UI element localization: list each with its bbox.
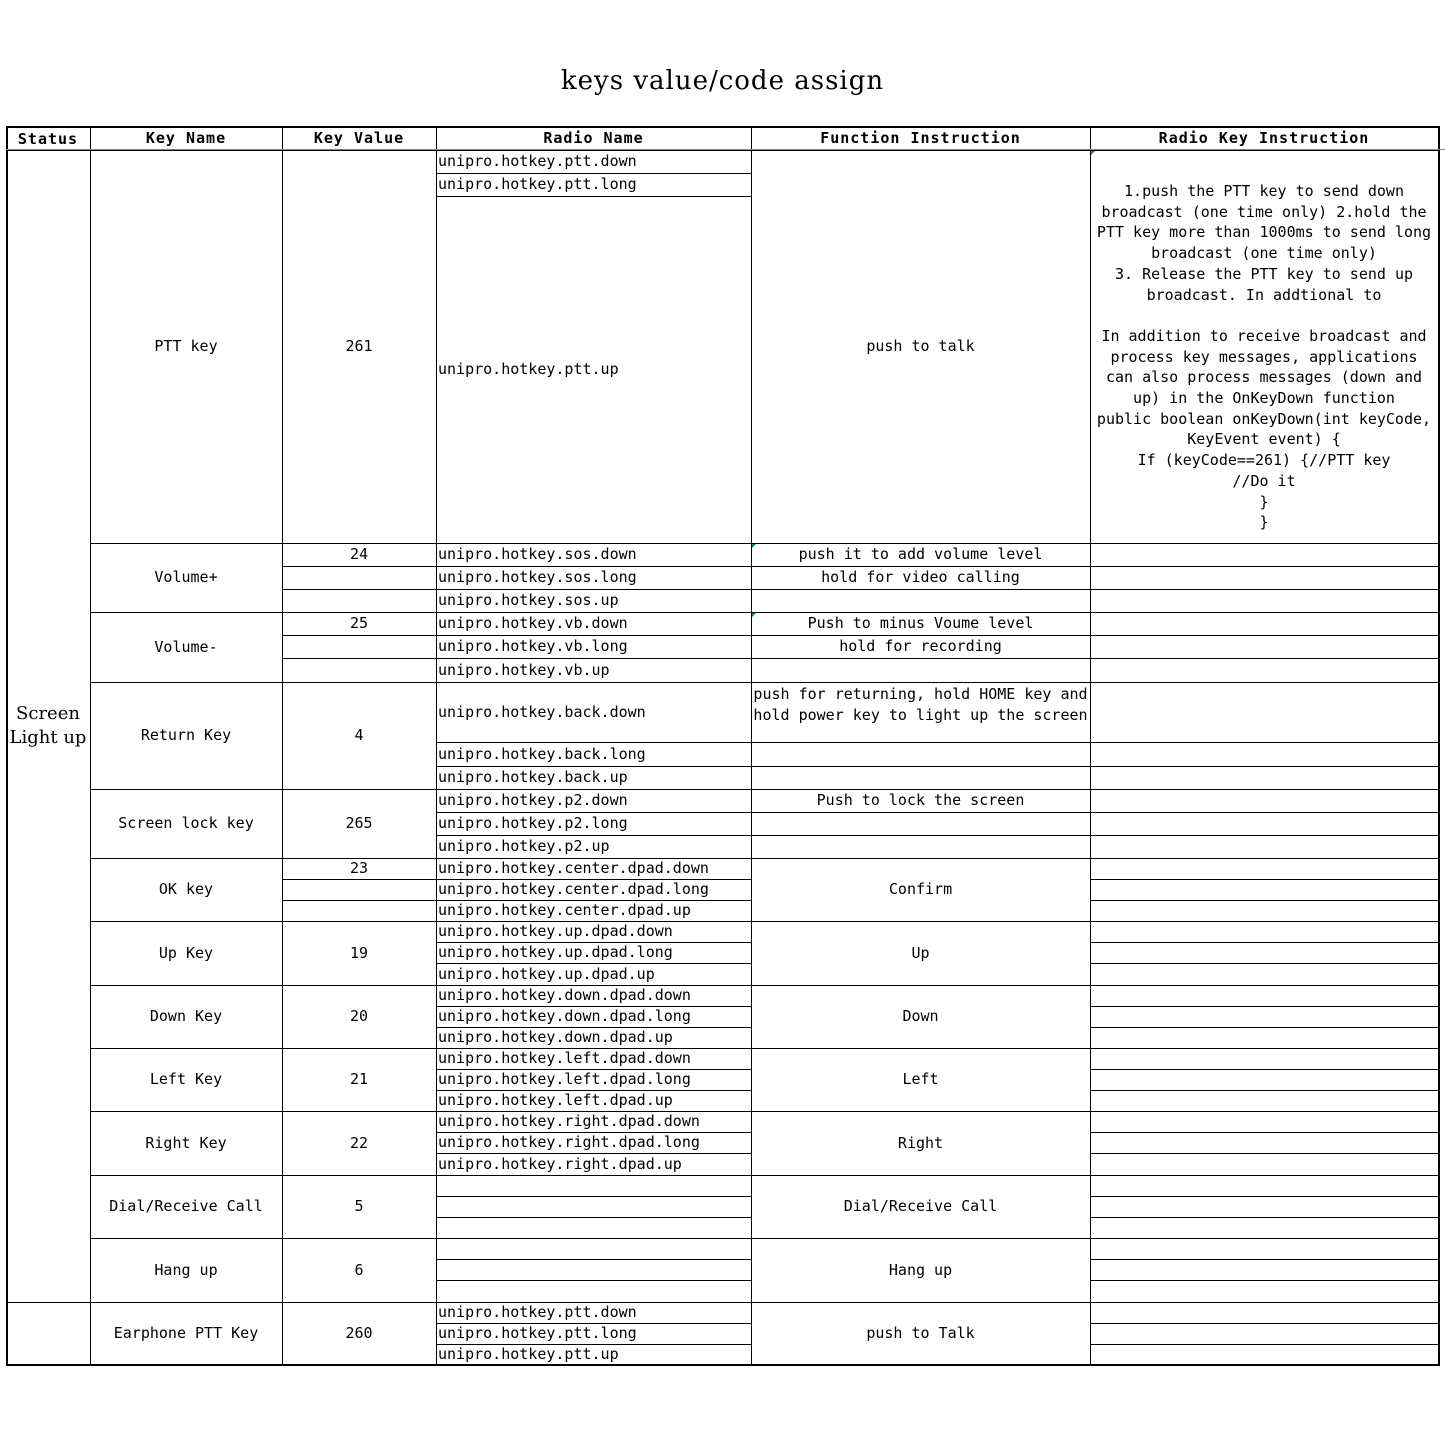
grid-line xyxy=(90,858,1439,859)
radio-name: unipro.hotkey.p2.up xyxy=(438,837,610,855)
grid-line xyxy=(436,1090,752,1091)
instruction-line: 3. Release the PTT key to send up broadcast. In addtional to xyxy=(1114,264,1413,304)
radio-name: unipro.hotkey.sos.long xyxy=(438,568,637,586)
radio-name: unipro.hotkey.back.long xyxy=(438,744,646,763)
grid-line xyxy=(1090,126,1091,1366)
function-instruction: push to talk xyxy=(866,337,975,355)
grid-line xyxy=(1438,126,1440,1366)
function-instruction: Right xyxy=(897,1133,944,1152)
function-instruction: push it to add volume level xyxy=(798,545,1043,563)
radio-name: unipro.hotkey.right.dpad.long xyxy=(438,1133,700,1151)
radio-name: unipro.hotkey.ptt.long xyxy=(438,175,637,193)
grid-line xyxy=(1090,1153,1439,1154)
grid-line xyxy=(1090,1132,1439,1133)
grid-line xyxy=(436,1323,752,1324)
radio-name: unipro.hotkey.ptt.long xyxy=(438,1324,637,1342)
cell-comment-marker xyxy=(752,613,756,617)
radio-name: unipro.hotkey.ptt.down xyxy=(438,1303,637,1321)
function-instruction: Left xyxy=(902,1070,939,1088)
grid-line xyxy=(751,589,1091,590)
grid-line xyxy=(436,658,752,659)
key-value: 23 xyxy=(349,859,369,877)
grid-line xyxy=(282,900,437,901)
grid-line xyxy=(282,126,283,1366)
grid-line xyxy=(751,658,1091,659)
radio-name: unipro.hotkey.up.dpad.down xyxy=(438,922,673,940)
radio-name: unipro.hotkey.right.dpad.down xyxy=(438,1112,700,1130)
radio-name xyxy=(436,1280,751,1302)
grid-line xyxy=(6,1302,91,1303)
grid-line xyxy=(6,1364,1439,1366)
grid-line xyxy=(6,126,8,1366)
grid-line xyxy=(751,766,1091,767)
instruction-line: 1.push the PTT key to send down broadcast (one time only) 2.hold the PTT key more than 1000ms to send long broadcast (one time only) xyxy=(1096,182,1432,263)
grid-line xyxy=(1090,1069,1439,1070)
grid-line xyxy=(1090,942,1439,943)
radio-name: unipro.hotkey.vb.down xyxy=(438,614,628,632)
key-name: OK key xyxy=(158,880,214,898)
column-header: Radio Key Instruction xyxy=(1158,128,1370,147)
radio-name: unipro.hotkey.up.dpad.up xyxy=(438,964,655,983)
grid-line xyxy=(6,126,1439,128)
cell-comment-marker xyxy=(752,544,756,548)
grid-line xyxy=(6,150,1439,151)
grid-line xyxy=(1090,1344,1439,1345)
grid-line xyxy=(436,1217,752,1218)
key-value: 25 xyxy=(349,614,369,632)
grid-line xyxy=(1090,1196,1439,1197)
radio-name: unipro.hotkey.sos.up xyxy=(438,591,619,609)
radio-name: unipro.hotkey.vb.long xyxy=(438,637,628,655)
grid-line xyxy=(751,742,1091,743)
grid-line xyxy=(1090,742,1439,743)
grid-line xyxy=(90,126,91,1366)
radio-name: unipro.hotkey.right.dpad.up xyxy=(438,1154,682,1173)
grid-line xyxy=(1090,900,1439,901)
grid-line xyxy=(90,1111,1439,1112)
radio-name: unipro.hotkey.ptt.up xyxy=(438,360,619,378)
grid-line xyxy=(1090,879,1439,880)
key-value: 4 xyxy=(354,726,364,744)
key-value: 6 xyxy=(354,1260,364,1279)
grid-line xyxy=(90,1048,1439,1049)
grid-line xyxy=(436,1196,752,1197)
function-instruction: hold for recording xyxy=(839,637,1002,655)
grid-line xyxy=(1090,1217,1439,1218)
grid-line xyxy=(436,1132,752,1133)
grid-line xyxy=(1090,1280,1439,1281)
key-name: Volume+ xyxy=(154,568,218,586)
function-instruction xyxy=(751,589,1090,612)
instruction-line: If (keyCode==261) {//PTT key xyxy=(1137,451,1391,470)
function-instruction xyxy=(751,812,1090,835)
grid-line xyxy=(751,126,752,1366)
radio-name: unipro.hotkey.up.dpad.long xyxy=(438,943,673,961)
grid-line xyxy=(282,879,437,880)
radio-name xyxy=(436,1238,751,1259)
radio-name: unipro.hotkey.left.dpad.up xyxy=(438,1091,673,1109)
instruction-line: In addition to receive broadcast and process key messages, applications can also process messages (down and up) in the OnKeyDown function xyxy=(1101,326,1427,408)
radio-name: unipro.hotkey.back.down xyxy=(438,702,646,721)
radio-name: unipro.hotkey.ptt.down xyxy=(438,152,637,170)
radio-name: unipro.hotkey.p2.long xyxy=(438,814,628,832)
grid-line xyxy=(1090,589,1439,590)
grid-line xyxy=(90,789,1439,790)
grid-line xyxy=(436,566,752,567)
grid-line xyxy=(1090,812,1439,813)
radio-name: unipro.hotkey.down.dpad.up xyxy=(438,1028,673,1046)
key-name: Dial/Receive Call xyxy=(109,1197,263,1215)
grid-line xyxy=(1090,1090,1439,1091)
grid-line xyxy=(90,612,1439,613)
grid-line xyxy=(1090,1259,1439,1260)
radio-name: unipro.hotkey.left.dpad.long xyxy=(438,1070,691,1088)
grid-line xyxy=(436,812,752,813)
grid-line xyxy=(436,900,752,901)
radio-name: unipro.hotkey.ptt.up xyxy=(438,1345,619,1363)
grid-line xyxy=(1090,1006,1439,1007)
column-header: Key Value xyxy=(313,128,405,147)
radio-name: unipro.hotkey.sos.down xyxy=(438,545,637,563)
radio-name: unipro.hotkey.vb.up xyxy=(438,660,610,679)
key-name: Screen lock key xyxy=(118,814,254,832)
radio-name: unipro.hotkey.back.up xyxy=(438,768,628,786)
grid-line xyxy=(436,766,752,767)
grid-line xyxy=(436,196,752,197)
key-value: 20 xyxy=(349,1007,369,1025)
grid-line xyxy=(436,1006,752,1007)
instruction-line: } xyxy=(1259,492,1269,511)
grid-line xyxy=(1090,658,1439,659)
key-name: PTT key xyxy=(154,337,218,355)
grid-line xyxy=(1090,1027,1439,1028)
grid-line xyxy=(282,589,437,590)
grid-line xyxy=(436,1153,752,1154)
key-name: Right Key xyxy=(145,1133,227,1152)
radio-name: unipro.hotkey.center.dpad.long xyxy=(438,880,709,898)
grid-line xyxy=(90,1302,1439,1303)
function-instruction: Confirm xyxy=(888,880,953,898)
function-instruction: Push to minus Voume level xyxy=(807,614,1034,632)
grid-line xyxy=(436,173,752,174)
grid-line xyxy=(436,1280,752,1281)
function-instruction xyxy=(751,835,1090,858)
radio-name: unipro.hotkey.p2.down xyxy=(438,791,628,809)
key-name: Volume- xyxy=(154,637,218,656)
selection-guide xyxy=(6,149,1445,150)
grid-line xyxy=(1090,963,1439,964)
page-title: keys value/code assign xyxy=(560,66,885,96)
key-value: 5 xyxy=(354,1197,364,1215)
function-instruction: Up xyxy=(911,943,930,962)
grid-line xyxy=(90,921,1439,922)
grid-line xyxy=(1090,566,1439,567)
radio-name xyxy=(436,1175,751,1196)
grid-line xyxy=(90,985,1439,986)
grid-line xyxy=(436,589,752,590)
grid-line xyxy=(436,963,752,964)
grid-line xyxy=(751,835,1091,836)
key-name: Left Key xyxy=(149,1070,223,1088)
grid-line xyxy=(1090,766,1439,767)
radio-name: unipro.hotkey.center.dpad.up xyxy=(438,901,691,919)
function-instruction: push to Talk xyxy=(866,1324,975,1342)
radio-name: unipro.hotkey.left.dpad.down xyxy=(438,1049,691,1067)
grid-line xyxy=(436,835,752,836)
key-name: Return Key xyxy=(140,726,232,744)
grid-line xyxy=(436,1344,752,1345)
instruction-line: //Do it xyxy=(1232,471,1296,490)
grid-line xyxy=(282,566,437,567)
column-header: Status xyxy=(17,130,79,148)
radio-name xyxy=(436,1217,751,1238)
key-value: 265 xyxy=(345,814,373,832)
radio-name: unipro.hotkey.down.dpad.long xyxy=(438,1007,691,1025)
key-value: 261 xyxy=(345,337,373,355)
key-value: 260 xyxy=(345,1324,373,1342)
grid-line xyxy=(751,566,1091,567)
cell-comment-marker xyxy=(1091,151,1095,155)
radio-name xyxy=(436,1259,751,1280)
grid-line xyxy=(90,543,1439,544)
instruction-line xyxy=(1093,305,1435,326)
grid-line xyxy=(1090,835,1439,836)
key-name: Up Key xyxy=(158,943,214,962)
status-cell: Screen Light up xyxy=(9,703,87,748)
key-value: 19 xyxy=(349,943,369,962)
radio-key-instruction xyxy=(1090,150,1438,543)
key-value: 21 xyxy=(349,1070,369,1088)
grid-line xyxy=(1090,1323,1439,1324)
column-header: Key Name xyxy=(145,128,227,147)
instruction-line: public boolean onKeyDown(int keyCode, KeyEvent event) { xyxy=(1096,409,1432,449)
grid-line xyxy=(436,1027,752,1028)
function-instruction xyxy=(751,658,1090,682)
column-header: Radio Name xyxy=(543,128,644,147)
grid-line xyxy=(751,812,1091,813)
grid-line xyxy=(436,1259,752,1260)
function-instruction: Down xyxy=(902,1007,939,1025)
grid-line xyxy=(436,126,437,1366)
grid-line xyxy=(436,942,752,943)
grid-line xyxy=(1090,635,1439,636)
function-instruction: push for returning, hold HOME key and hold power key to light up the screen xyxy=(753,685,1088,724)
grid-line xyxy=(282,635,437,636)
key-name: Earphone PTT Key xyxy=(113,1324,259,1342)
key-name: Down Key xyxy=(149,1007,223,1025)
function-instruction: Dial/Receive Call xyxy=(843,1197,998,1215)
grid-line xyxy=(436,742,752,743)
instruction-line: } xyxy=(1259,513,1269,532)
column-header: Function Instruction xyxy=(820,128,1021,147)
grid-line xyxy=(751,635,1091,636)
radio-name xyxy=(436,1196,751,1217)
radio-name: unipro.hotkey.center.dpad.down xyxy=(438,859,709,877)
grid-line xyxy=(90,1175,1439,1176)
key-name: Hang up xyxy=(154,1260,218,1279)
grid-line xyxy=(436,635,752,636)
key-value: 24 xyxy=(349,545,369,563)
function-instruction: hold for video calling xyxy=(821,568,1020,586)
grid-line xyxy=(436,1069,752,1070)
grid-line xyxy=(282,658,437,659)
grid-line xyxy=(90,1238,1439,1239)
grid-line xyxy=(436,879,752,880)
radio-name: unipro.hotkey.down.dpad.down xyxy=(438,986,691,1004)
key-value: 22 xyxy=(349,1133,369,1152)
function-instruction: Push to lock the screen xyxy=(816,791,1025,809)
grid-line xyxy=(90,682,1439,683)
function-instruction: Hang up xyxy=(888,1260,953,1279)
